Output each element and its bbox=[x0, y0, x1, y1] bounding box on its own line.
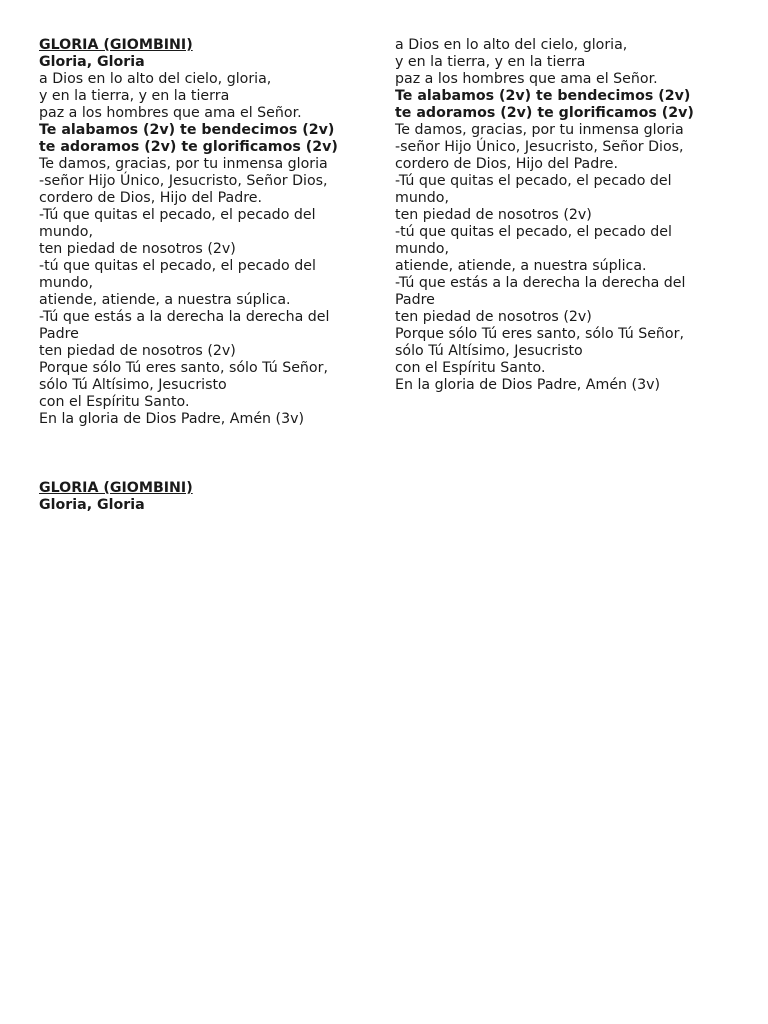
lyric-line: Padre bbox=[39, 326, 79, 342]
lyric-line: Gloria, Gloria bbox=[39, 54, 145, 70]
lyric-line: Porque sólo Tú eres santo, sólo Tú Señor, bbox=[39, 360, 328, 376]
lyric-line: ten piedad de nosotros (2v) bbox=[39, 241, 236, 257]
lyric-line: mundo, bbox=[395, 190, 449, 206]
lyric-line: -Tú que estás a la derecha la derecha del bbox=[39, 309, 330, 325]
lyric-line: -tú que quitas el pecado, el pecado del bbox=[395, 224, 672, 240]
lyric-line: paz a los hombres que ama el Señor. bbox=[395, 71, 658, 87]
lyric-line: -Tú que quitas el pecado, el pecado del bbox=[395, 173, 672, 189]
lyric-line: Te alabamos (2v) te bendecimos (2v) bbox=[395, 88, 691, 104]
lyric-line: y en la tierra, y en la tierra bbox=[395, 54, 586, 70]
lyric-line: a Dios en lo alto del cielo, gloria, bbox=[395, 37, 628, 53]
lyric-line: te adoramos (2v) te glorificamos (2v) bbox=[395, 105, 694, 121]
lyric-line: -Tú que quitas el pecado, el pecado del bbox=[39, 207, 316, 223]
lyric-line: mundo, bbox=[39, 275, 93, 291]
lyric-line: atiende, atiende, a nuestra súplica. bbox=[395, 258, 647, 274]
lyric-line: Padre bbox=[395, 292, 435, 308]
lyric-line: ten piedad de nosotros (2v) bbox=[395, 207, 592, 223]
lyric-line: y en la tierra, y en la tierra bbox=[39, 88, 230, 104]
lyric-line: En la gloria de Dios Padre, Amén (3v) bbox=[395, 377, 661, 393]
lyric-line: ten piedad de nosotros (2v) bbox=[395, 309, 592, 325]
lyric-line: con el Espíritu Santo. bbox=[395, 360, 546, 376]
song-title: GLORIA (GIOMBINI) bbox=[39, 480, 193, 496]
lyric-line: sólo Tú Altísimo, Jesucristo bbox=[395, 343, 583, 359]
lyric-line: Te damos, gracias, por tu inmensa gloria bbox=[395, 122, 684, 138]
lyric-line: En la gloria de Dios Padre, Amén (3v) bbox=[39, 411, 305, 427]
lyric-line: paz a los hombres que ama el Señor. bbox=[39, 105, 302, 121]
lyric-line: cordero de Dios, Hijo del Padre. bbox=[395, 156, 619, 172]
lyrics-right-column bbox=[395, 37, 745, 394]
lyric-line: a Dios en lo alto del cielo, gloria, bbox=[39, 71, 272, 87]
lyric-line: -señor Hijo Único, Jesucristo, Señor Dios, bbox=[395, 139, 684, 155]
lyrics-second-section bbox=[39, 480, 389, 514]
lyric-line: cordero de Dios, Hijo del Padre. bbox=[39, 190, 263, 206]
lyric-line: mundo, bbox=[395, 241, 449, 257]
lyric-line: -Tú que estás a la derecha la derecha del bbox=[395, 275, 686, 291]
lyric-line: atiende, atiende, a nuestra súplica. bbox=[39, 292, 291, 308]
lyric-line: Te alabamos (2v) te bendecimos (2v) bbox=[39, 122, 335, 138]
lyrics-left-column bbox=[39, 37, 389, 428]
lyric-line: -tú que quitas el pecado, el pecado del bbox=[39, 258, 316, 274]
lyric-line: Gloria, Gloria bbox=[39, 497, 145, 513]
lyric-line: ten piedad de nosotros (2v) bbox=[39, 343, 236, 359]
lyric-line: mundo, bbox=[39, 224, 93, 240]
lyric-line: con el Espíritu Santo. bbox=[39, 394, 190, 410]
lyric-line: te adoramos (2v) te glorificamos (2v) bbox=[39, 139, 338, 155]
song-title: GLORIA (GIOMBINI) bbox=[39, 37, 193, 53]
lyric-line: Porque sólo Tú eres santo, sólo Tú Señor, bbox=[395, 326, 684, 342]
lyric-line: -señor Hijo Único, Jesucristo, Señor Dios, bbox=[39, 173, 328, 189]
lyric-line: Te damos, gracias, por tu inmensa gloria bbox=[39, 156, 328, 172]
lyric-line: sólo Tú Altísimo, Jesucristo bbox=[39, 377, 227, 393]
